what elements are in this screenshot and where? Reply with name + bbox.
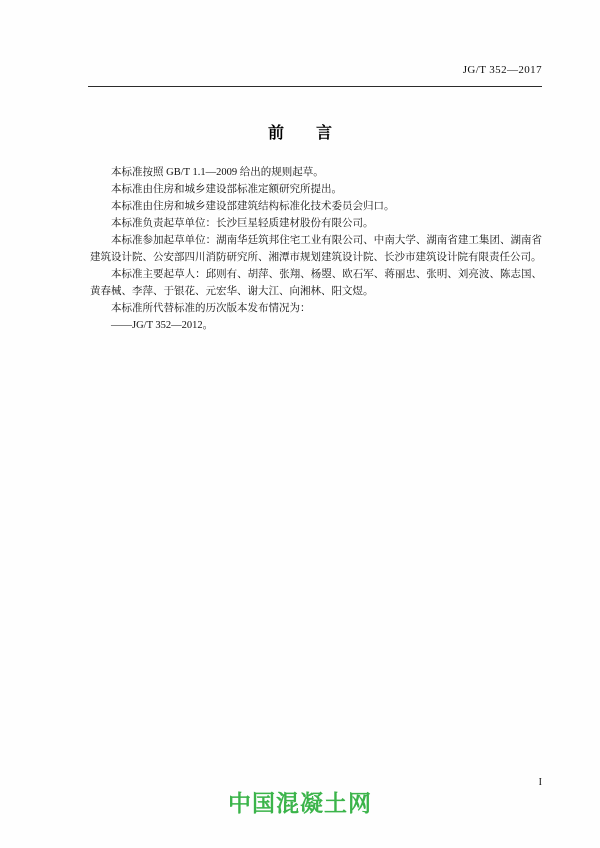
foreword-body (90, 164, 542, 334)
paragraph: 本标准按照 GB/T 1.1—2009 给出的规则起草。 (111, 167, 324, 178)
paragraph: 本标准参加起草单位：湖南华廷筑邦住宅工业有限公司、中南大学、湖南省建工集团、湖南省建筑设计院、公安部四川消防研究所、湘潭市规划建筑设计院、长沙市建筑设计院有限责任公司。 (90, 235, 542, 263)
paragraph: 本标准所代替标准的历次版本发布情况为： (111, 303, 311, 314)
paragraph: 本标准由住房和城乡建设部建筑结构标准化技术委员会归口。 (111, 201, 395, 212)
paragraph: ——JG/T 352—2012。 (111, 320, 214, 331)
page-number: I (538, 777, 542, 788)
header-divider (88, 86, 542, 87)
page-title: 前 言 (267, 125, 346, 142)
watermark: 中国混凝土网 (228, 791, 372, 817)
paragraph: 本标准主要起草人：邱则有、胡萍、张翔、杨曌、欧石军、蒋丽忠、张明、刘亮波、陈志国、黄春械、李萍、于银花、元宏华、谢大江、向湘林、阳文煜。 (90, 269, 542, 297)
paragraph: 本标准由住房和城乡建设部标准定额研究所提出。 (111, 184, 342, 195)
standard-code-header: JG/T 352—2017 (462, 64, 542, 76)
paragraph: 本标准负责起草单位：长沙巨星轻质建材股份有限公司。 (111, 218, 374, 229)
